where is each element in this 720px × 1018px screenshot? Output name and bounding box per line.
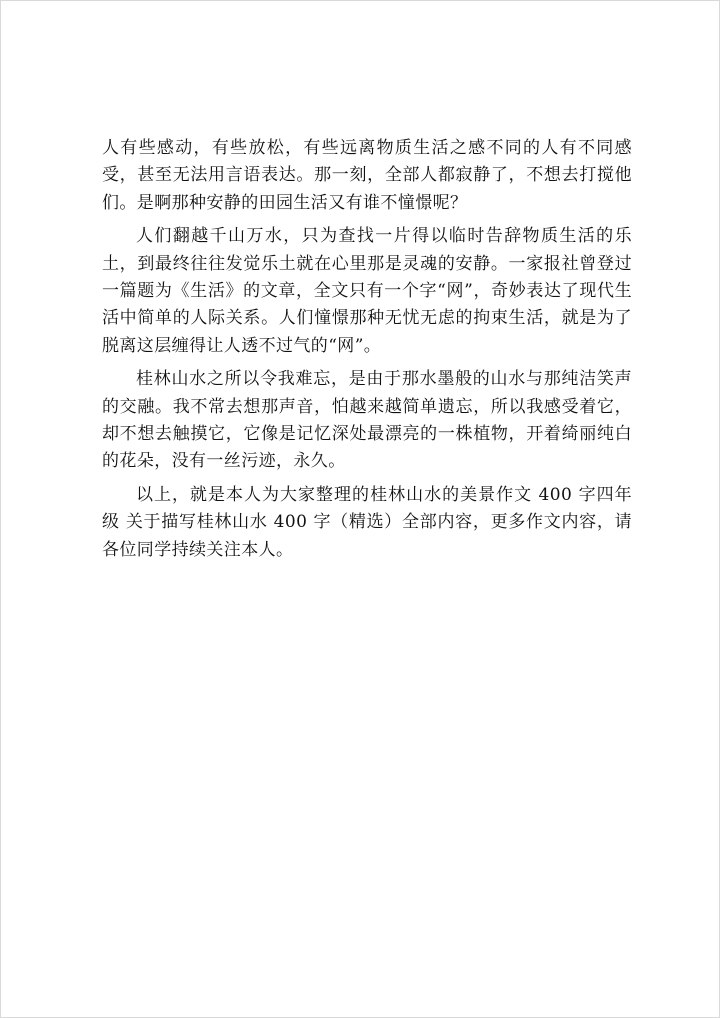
document-body <box>102 135 632 570</box>
paragraph-3: 桂林山水之所以令我难忘，是由于那水墨般的山水与那纯洁笑声的交融。我不常去想那声音，怕越来越简单遗忘，所以我感受着它，却不想去触摸它，它像是记忆深处最漂亮的一株植物，开着绮丽纯白的花朵，没有一丝污迹，永久。 <box>102 369 632 472</box>
paragraph-4: 以上，就是本人为大家整理的桂林山水的美景作文 400 字四年级 关于描写桂林山水 400 字（精选）全部内容，更多作文内容，请各位同学持续关注本人。 <box>102 484 632 560</box>
paragraph-1: 人有些感动，有些放松，有些远离物质生活之感不同的人有不同感受，甚至无法用言语表达。那一刻，全部人都寂静了，不想去打搅他们。是啊那种安静的田园生活又有谁不憧憬呢？ <box>102 138 632 213</box>
paragraph-2: 人们翻越千山万水，只为查找一片得以临时告辞物质生活的乐土，到最终往往发觉乐土就在心里那是灵魂的安静。一家报社曾登过一篇题为《生活》的文章，全文只有一个字“网”，奇妙表达了现代生活中简单的人际关系。人们憧憬那种无忧无虑的拘束生活，就是为了脱离这层缠得让人透不过气的“网”。 <box>102 226 632 356</box>
